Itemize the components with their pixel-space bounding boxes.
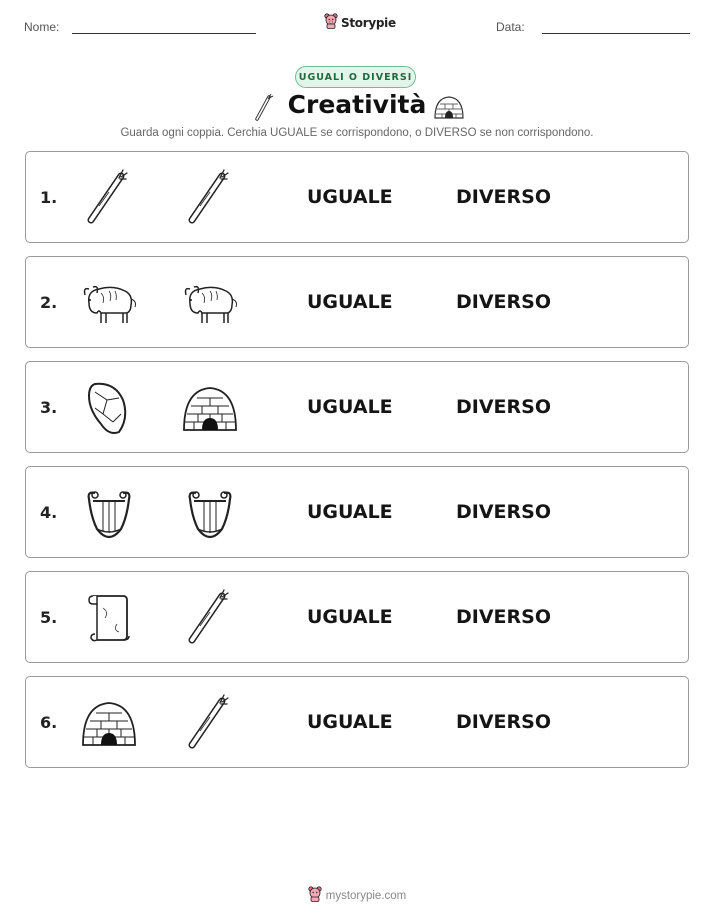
- question-row: [25, 466, 689, 558]
- igloo-icon: [180, 378, 240, 438]
- page-title: Creatività: [287, 90, 427, 119]
- twig-icon: [79, 168, 139, 228]
- question-number: 6.: [40, 713, 58, 732]
- lyre-icon: [79, 483, 139, 543]
- bear-mascot-icon: [324, 13, 338, 33]
- name-label: Nome:: [24, 20, 60, 34]
- different-option[interactable]: DIVERSO: [456, 711, 551, 733]
- lyre-icon: [180, 483, 240, 543]
- question-row: [25, 361, 689, 453]
- same-option[interactable]: UGUALE: [307, 186, 393, 208]
- same-option[interactable]: UGUALE: [307, 711, 393, 733]
- different-option[interactable]: DIVERSO: [456, 606, 551, 628]
- same-option[interactable]: UGUALE: [307, 291, 393, 313]
- bison-icon: [180, 273, 240, 333]
- question-number: 5.: [40, 608, 58, 627]
- scroll-icon: [79, 588, 139, 648]
- question-row: [25, 151, 689, 243]
- question-number: 1.: [40, 188, 58, 207]
- igloo-icon: [79, 693, 139, 753]
- name-line[interactable]: [72, 33, 256, 34]
- same-option[interactable]: UGUALE: [307, 396, 393, 418]
- same-option[interactable]: UGUALE: [307, 501, 393, 523]
- footer-url[interactable]: mystorypie.com: [325, 889, 407, 902]
- different-option[interactable]: DIVERSO: [456, 396, 551, 418]
- bison-icon: [79, 273, 139, 333]
- different-option[interactable]: DIVERSO: [456, 186, 551, 208]
- brand-logo: [324, 13, 396, 33]
- question-number: 4.: [40, 503, 58, 522]
- date-label: Data:: [496, 20, 525, 34]
- twig-icon: [180, 168, 240, 228]
- twig-icon: [180, 588, 240, 648]
- question-row: [25, 676, 689, 768]
- question-number: 2.: [40, 293, 58, 312]
- date-line[interactable]: [542, 33, 690, 34]
- stone-tool-icon: [79, 378, 139, 438]
- bear-mascot-icon: [308, 886, 322, 905]
- same-option[interactable]: UGUALE: [307, 606, 393, 628]
- worksheet-type-badge: UGUALI O DIVERSI: [295, 66, 416, 88]
- question-row: [25, 571, 689, 663]
- footer: [0, 886, 714, 905]
- twig-icon: [180, 693, 240, 753]
- igloo-icon: [433, 94, 465, 124]
- instructions-text: Guarda ogni coppia. Cerchia UGUALE se corrispondono, o DIVERSO se non corrispondono.: [120, 127, 594, 139]
- different-option[interactable]: DIVERSO: [456, 501, 551, 523]
- question-row: [25, 256, 689, 348]
- different-option[interactable]: DIVERSO: [456, 291, 551, 313]
- brand-name: Storypie: [341, 16, 396, 30]
- question-number: 3.: [40, 398, 58, 417]
